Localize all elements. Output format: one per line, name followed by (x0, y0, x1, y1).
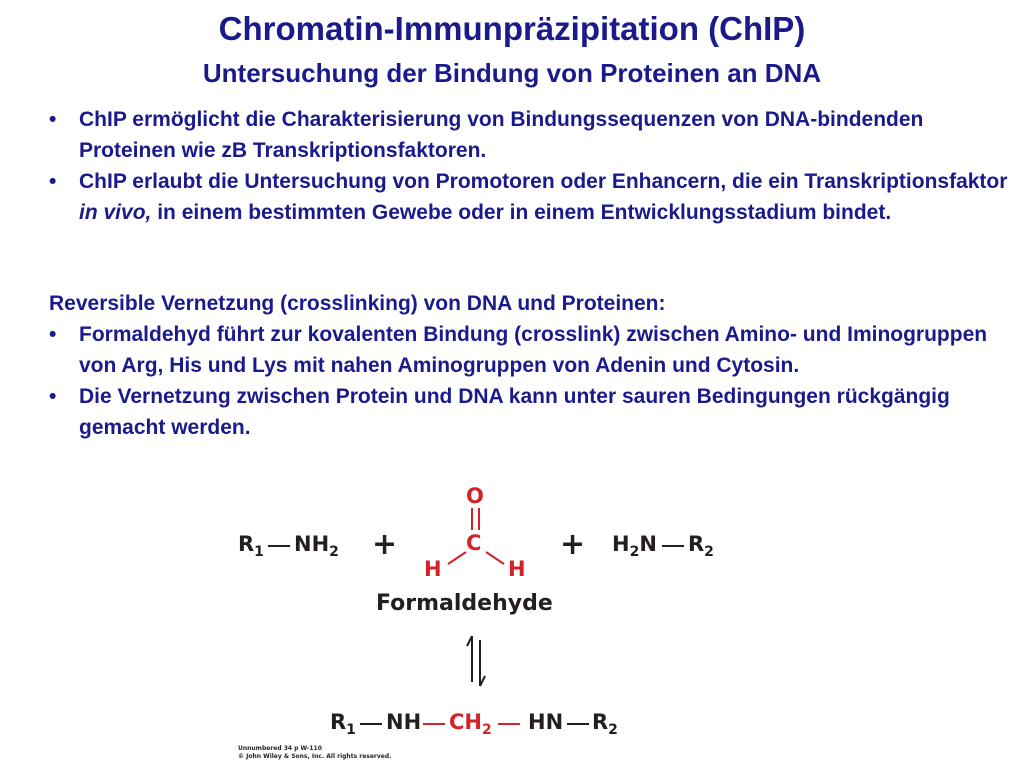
bullet-marker: • (49, 170, 57, 193)
italic-term: in vivo, (79, 201, 152, 224)
bond-line (498, 723, 520, 725)
bond-line (268, 545, 290, 547)
formaldehyde-label: Formaldehyde (376, 591, 553, 616)
bullet-item (49, 166, 1009, 228)
product-nh: NH (386, 710, 422, 734)
bullet-text-part: in einem bestimmten Gewebe oder in einem Entwicklungsstadium bindet. (151, 201, 892, 224)
intro-bullet-list (49, 104, 1009, 228)
section-heading: Reversible Vernetzung (crosslinking) von DNA und Proteinen: (49, 292, 666, 315)
product-r1: $R_1$ (330, 710, 356, 738)
bond-line (567, 723, 589, 725)
copyright-notice: © John Wiley & Sons, Inc. All rights reserved. (238, 753, 392, 760)
product-ch2: $CH_2$ (449, 710, 492, 738)
oxygen-atom: O (466, 484, 484, 508)
crosslinking-section (49, 288, 1009, 443)
product-r2: $R_2$ (592, 710, 618, 738)
slide-title: Chromatin-Immunpräzipitation (ChIP) (218, 10, 806, 47)
copyright-footer (238, 745, 391, 761)
bullet-item (49, 319, 1009, 381)
carbon-atom: C (466, 531, 482, 555)
double-bond-left (471, 508, 473, 530)
reactant-r2: $R_2$ (688, 532, 714, 560)
bullet-marker: • (49, 385, 57, 408)
hydrogen-right: H (508, 557, 526, 581)
bullet-text: Die Vernetzung zwischen Protein und DNA kann unter sauren Bedingungen rückgängig gemacht werden. (79, 385, 950, 439)
plus-sign: + (560, 527, 586, 562)
bullet-text-part: ChIP erlaubt die Untersuchung von Promotoren oder Enhancern, die ein Transkriptionsfaktor (79, 170, 1008, 193)
bullet-text (79, 166, 1009, 228)
bond-line (662, 545, 684, 547)
bullet-marker: • (49, 323, 57, 346)
slide-subtitle: Untersuchung der Bindung von Proteinen an DNA (202, 58, 822, 88)
bullet-text: ChIP ermöglicht die Charakterisierung von Bindungssequenzen von DNA-bindenden Proteinen wie zB Transkriptionsfaktoren. (79, 108, 924, 162)
bullet-marker: • (49, 108, 57, 131)
hydrogen-left: H (424, 557, 442, 581)
double-bond-right (478, 508, 480, 530)
figure-reference: Unnumbered 34 p W-110 (238, 745, 322, 752)
bullet-item (49, 104, 1009, 166)
plus-sign: + (372, 527, 398, 562)
bullet-item (49, 381, 1009, 443)
bond-line (423, 723, 445, 725)
product-hn: HN (528, 710, 564, 734)
reactant-nh2: $NH_2$ (294, 532, 339, 560)
reactant-h2n: $H_2N$ (612, 532, 657, 560)
reactant-r1: $R_1$ (238, 532, 264, 560)
equilibrium-arrows-icon (462, 632, 492, 690)
bullet-text: Formaldehyd führt zur kovalenten Bindung (crosslink) zwischen Amino- und Iminogruppen von Arg, His und Lys mit nahen Aminogruppen von Adenin und Cytosin. (79, 323, 988, 377)
bond-line (360, 723, 382, 725)
